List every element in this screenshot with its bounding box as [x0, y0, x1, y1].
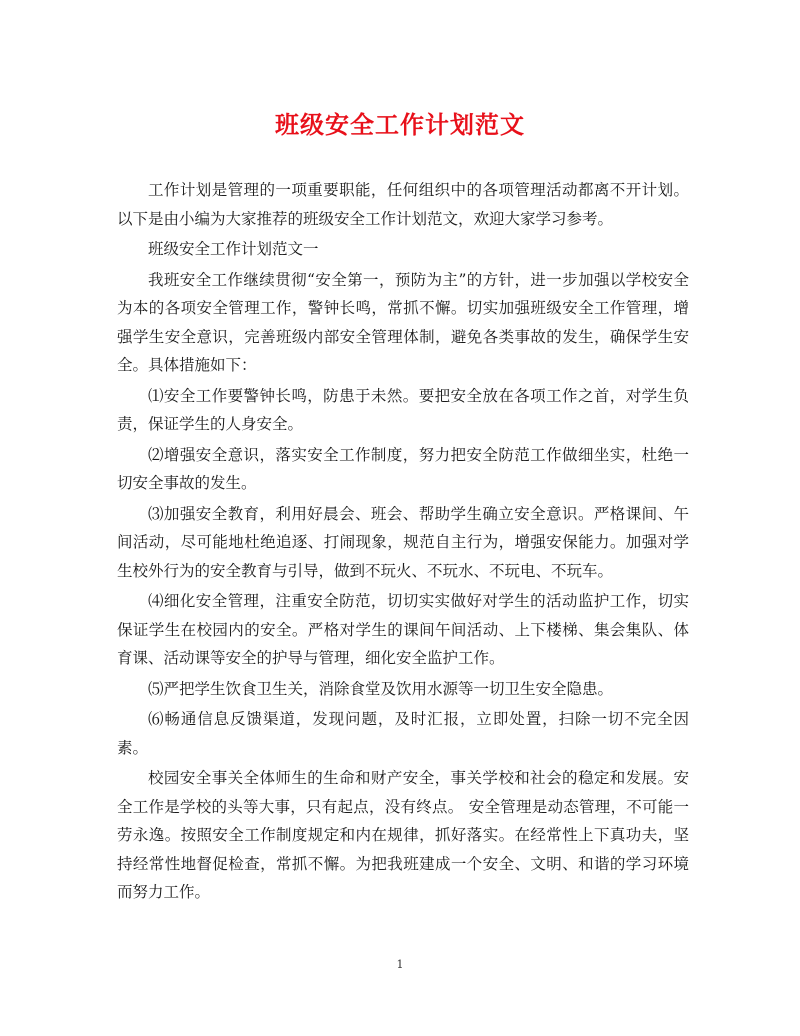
paragraph-measure-3: ⑶加强安全教育，利用好晨会、班会、帮助学生确立安全意识。严格课间、午间活动，尽可能地杜绝追逐、打闹现象，规范自主行为，增强安保能力。加强对学生校外行为的安全教育与引导，做到不玩火、不玩水、不玩电、不玩车。 — [117, 504, 689, 580]
paragraph-policy: 我班安全工作继续贯彻“安全第一，预防为主”的方针，进一步加强以学校安全为本的各项安全管理工作，警钟长鸣，常抓不懈。切实加强班级安全工作管理，增强学生安全意识，完善班级内部安全管理体制，避免各类事故的发生，确保学生安全。具体措施如下： — [117, 270, 689, 374]
paragraph-conclusion: 校园安全事关全体师生的生命和财产安全，事关学校和社会的稳定和发展。安全工作是学校的头等大事，只有起点，没有终点。 安全管理是动态管理，不可能一劳永逸。按照安全工作制度规定和内在规律，抓好落实。在经常性上下真功夫，坚持经常性地督促检查，常抓不懈。为把我班建成一个安全、文明、和谐的学习环境而努力工作。 — [117, 769, 689, 901]
paragraph-measure-4: ⑷细化安全管理，注重安全防范，切切实实做好对学生的活动监护工作，切实保证学生在校园内的安全。严格对学生的课间午间活动、上下楼梯、集会集队、体育课、活动课等安全的护导与管理，细化安全监护工作。 — [117, 592, 689, 667]
paragraph-measure-6: ⑹畅通信息反馈渠道，发现问题，及时汇报，立即处置，扫除一切不完全因素。 — [117, 710, 689, 757]
paragraph-measure-5: ⑸严把学生饮食卫生关，消除食堂及饮用水源等一切卫生安全隐患。 — [148, 679, 614, 698]
section-heading: 班级安全工作计划范文一 — [148, 240, 319, 258]
paragraph-measure-2: ⑵增强安全意识，落实安全工作制度，努力把安全防范工作做细坐实，杜绝一切安全事故的发生。 — [117, 445, 689, 492]
document-title: 班级安全工作计划范文 — [275, 110, 525, 139]
document-body — [117, 176, 689, 907]
page-number: 1 — [396, 958, 404, 971]
paragraph-intro: 工作计划是管理的一项重要职能，任何组织中的各项管理活动都离不开计划。以下是由小编为大家推荐的班级安全工作计划范文，欢迎大家学习参考。 — [117, 181, 689, 228]
paragraph-measure-1: ⑴安全工作要警钟长鸣，防患于未然。要把安全放在各项工作之首，对学生负责，保证学生的人身安全。 — [117, 386, 689, 433]
